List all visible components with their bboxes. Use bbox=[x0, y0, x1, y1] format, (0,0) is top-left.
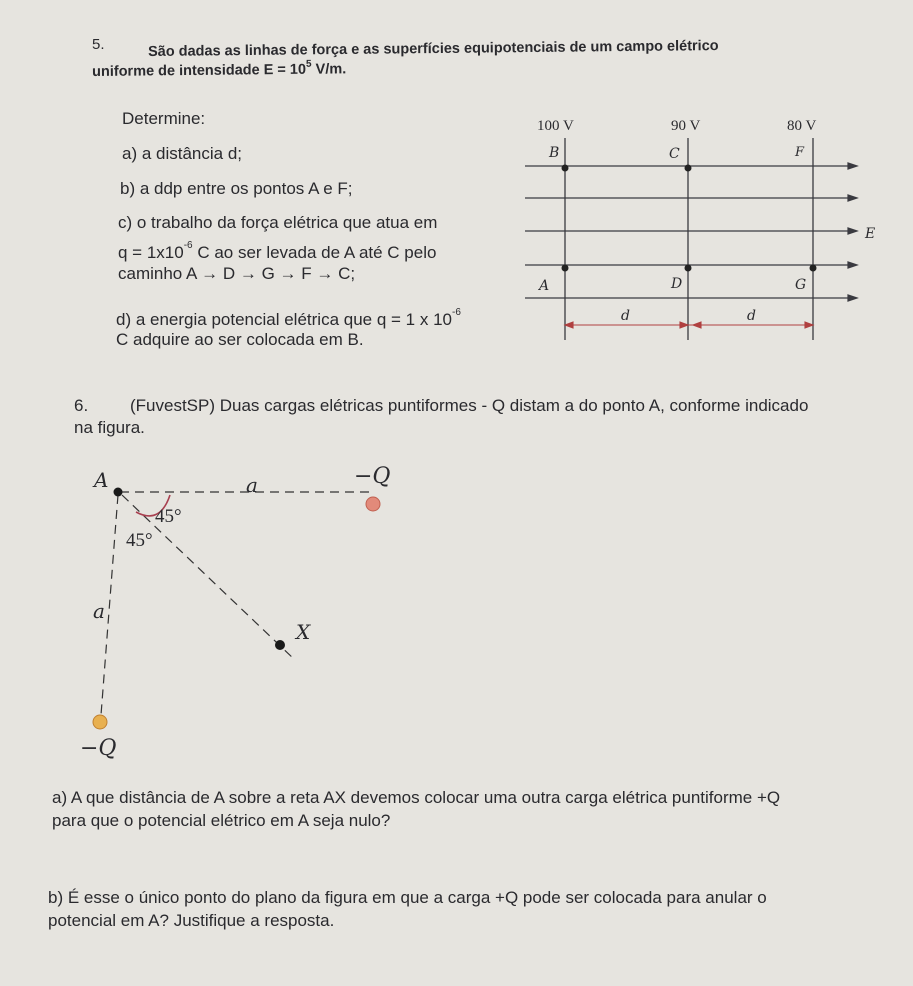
q6-item-a-line2: para que o potencial elétrico em A seja nulo? bbox=[52, 811, 391, 830]
q5-number: 5. bbox=[92, 36, 105, 53]
charge-right bbox=[366, 497, 380, 511]
q5-item-b: b) a ddp entre os pontos A e F; bbox=[120, 179, 353, 198]
q5-item-d-line1 bbox=[116, 307, 461, 330]
field-diagram bbox=[515, 108, 885, 348]
q5-intro-prefix: uniforme de intensidade E = 10 bbox=[92, 61, 307, 80]
field-label: E bbox=[865, 226, 876, 242]
label-c: C bbox=[669, 146, 680, 162]
q5-d-exponent: -6 bbox=[451, 307, 461, 318]
q6-item-b-line1: b) É esse o único ponto do plano da figura em que a carga +Q pode ser colocada para anular o bbox=[48, 888, 767, 907]
q5-d-prefix: d) a energia potencial elétrica que q = 1 x 10 bbox=[116, 310, 452, 329]
q6-text-line1: (FuvestSP) Duas cargas elétricas puntiformes - Q distam a do ponto A, conforme indicado bbox=[130, 396, 809, 415]
field-arrowhead bbox=[848, 195, 857, 201]
label-a-point: A bbox=[94, 468, 109, 492]
distance-d-label: d bbox=[747, 308, 756, 324]
label-x: X bbox=[296, 620, 311, 644]
label-a: A bbox=[539, 278, 550, 294]
q5-c-exponent: -6 bbox=[183, 240, 193, 251]
q6-text-line2: na figura. bbox=[74, 418, 145, 437]
q6-item-b-line2: potencial em A? Justifique a resposta. bbox=[48, 911, 335, 930]
field-arrowhead bbox=[848, 262, 857, 268]
potential-90-label: 90 V bbox=[671, 118, 701, 134]
q5-intro-line2 bbox=[92, 58, 347, 80]
field-arrowhead bbox=[848, 228, 857, 234]
q5-intro-line1: São dadas as linhas de força e as superfícies equipotenciais de um campo elétrico bbox=[148, 38, 719, 60]
point-x bbox=[275, 640, 285, 650]
q5-intro-unit: V/m. bbox=[315, 61, 347, 78]
distance-arrowhead bbox=[565, 322, 573, 328]
label-d: D bbox=[671, 276, 683, 292]
q5-item-c-line3: caminho A → D → G → F → C; bbox=[118, 264, 356, 283]
distance-arrowhead bbox=[680, 322, 688, 328]
q5-item-c-line2 bbox=[118, 240, 437, 263]
charges-figure bbox=[70, 455, 430, 765]
distance-d-label: d bbox=[621, 308, 630, 324]
charge-bottom bbox=[93, 715, 107, 729]
q6-item-a-line1: a) A que distância de A sobre a reta AX devemos colocar uma outra carga elétrica puntiforme +Q bbox=[52, 788, 781, 807]
label-f: F bbox=[795, 145, 805, 160]
label-charge-bottom: −Q bbox=[80, 736, 117, 761]
angle-top-label: 45° bbox=[155, 506, 182, 527]
potential-100-label: 100 V bbox=[537, 118, 574, 134]
q6-number: 6. bbox=[74, 396, 89, 415]
distance-arrowhead bbox=[693, 322, 701, 328]
field-arrowhead bbox=[848, 295, 857, 301]
diagonal-dashed-line bbox=[122, 495, 295, 660]
field-arrowhead bbox=[848, 163, 857, 169]
distance-arrowhead bbox=[805, 322, 813, 328]
q5-determine: Determine: bbox=[122, 109, 206, 128]
q5-intro-exponent: 5 bbox=[305, 58, 312, 70]
q5-c-suffix: C ao ser levada de A até C pelo bbox=[197, 243, 437, 262]
point-g bbox=[810, 265, 817, 272]
angle-left-label: 45° bbox=[126, 530, 153, 551]
label-a-horizontal: a bbox=[246, 473, 258, 497]
q5-item-c-line1: c) o trabalho da força elétrica que atua em bbox=[118, 213, 438, 232]
label-a-vertical: a bbox=[93, 599, 105, 623]
q5-c-charge: q = 1x10 bbox=[118, 243, 184, 262]
point-a bbox=[114, 488, 123, 497]
q5-item-d-line2: C adquire ao ser colocada em B. bbox=[116, 330, 364, 349]
label-b: B bbox=[549, 145, 560, 161]
point-b bbox=[562, 165, 569, 172]
potential-80-label: 80 V bbox=[787, 118, 817, 134]
q5-item-a: a) a distância d; bbox=[122, 144, 243, 163]
point-a bbox=[562, 265, 569, 272]
label-charge-right: −Q bbox=[354, 464, 391, 489]
point-d bbox=[685, 265, 692, 272]
label-g: G bbox=[795, 277, 807, 293]
point-c bbox=[685, 165, 692, 172]
